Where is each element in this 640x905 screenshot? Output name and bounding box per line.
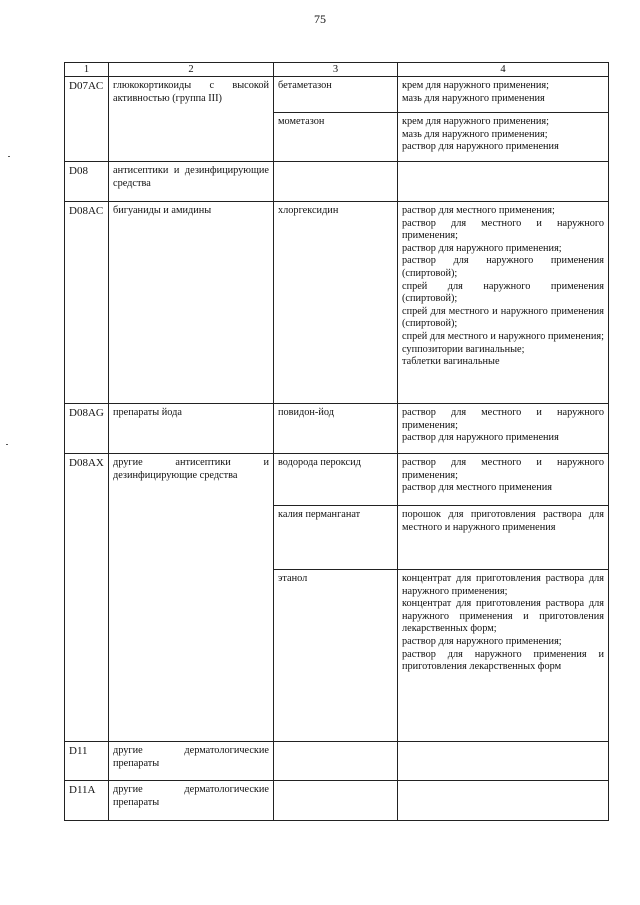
dosage-form: спрей для местного и наружного применения (спиртовой); <box>402 305 604 330</box>
atc-group: другие дерматологические препараты <box>109 781 274 821</box>
dosage-form: раствор для местного и наружного применения; <box>402 217 604 242</box>
dosage-form: раствор для наружного применения; <box>402 635 562 647</box>
column-header-3: 3 <box>274 63 398 77</box>
dosage-form: суппозитории вагинальные; <box>402 343 525 355</box>
atc-code: D08AG <box>65 404 109 454</box>
drug-name: водорода пероксид <box>274 454 398 506</box>
atc-code: D08AX <box>65 454 109 742</box>
dosage-forms <box>398 454 609 506</box>
atc-code: D11 <box>65 742 109 781</box>
dosage-form: мазь для наружного применения <box>402 92 545 104</box>
dosage-form: концентрат для приготовления раствора для наружного применения; <box>402 573 604 597</box>
dosage-form: мазь для наружного применения; <box>402 128 548 140</box>
dosage-forms <box>398 506 609 570</box>
dosage-forms <box>398 162 609 202</box>
medicines-table <box>64 62 609 821</box>
dosage-form: концентрат для приготовления раствора для наружного применения и приготовления лекарственных форм; <box>402 598 604 635</box>
drug-name <box>274 162 398 202</box>
table-row <box>65 162 609 202</box>
page-number: 75 <box>314 12 326 26</box>
atc-group: препараты йода <box>109 404 274 454</box>
column-header-2: 2 <box>109 63 274 77</box>
dosage-form: раствор для наружного применения (спиртовой); <box>402 255 604 279</box>
table-row <box>65 202 609 404</box>
dosage-form: раствор для наружного применения и приготовления лекарственных форм <box>402 648 604 673</box>
drug-name: этанол <box>274 570 398 742</box>
dosage-forms <box>398 781 609 821</box>
column-header-4: 4 <box>398 63 609 77</box>
dosage-forms <box>398 404 609 454</box>
drug-name <box>274 781 398 821</box>
table-row <box>65 454 609 506</box>
dosage-form: раствор для местного и наружного применения; <box>402 457 604 481</box>
dosage-form: раствор для местного и наружного применения; <box>402 407 604 431</box>
dosage-form: таблетки вагинальные <box>402 356 500 368</box>
dosage-form: спрей для местного и наружного применения; <box>402 330 604 342</box>
dosage-form: раствор для местного применения <box>402 482 552 494</box>
table-row <box>65 781 609 821</box>
dosage-forms <box>398 202 609 404</box>
atc-code: D11A <box>65 781 109 821</box>
dosage-forms <box>398 77 609 113</box>
dosage-forms <box>398 570 609 742</box>
scan-mark <box>8 156 10 157</box>
dosage-form: порошок для приготовления раствора для местного и наружного применения <box>402 509 604 533</box>
scan-mark <box>6 444 8 445</box>
drug-name: хлоргексидин <box>274 202 398 404</box>
drug-name: мометазон <box>274 113 398 162</box>
atc-group: другие антисептики и дезинфицирующие средства <box>109 454 274 742</box>
dosage-forms <box>398 742 609 781</box>
dosage-form: крем для наружного применения; <box>402 116 550 127</box>
dosage-form: спрей для наружного применения (спиртовой); <box>402 280 604 305</box>
table-row <box>65 742 609 781</box>
dosage-form: раствор для местного применения; <box>402 205 555 216</box>
atc-group: антисептики и дезинфицирующие средства <box>109 162 274 202</box>
table-header-row <box>65 63 609 77</box>
atc-code: D07AC <box>65 77 109 162</box>
drug-name <box>274 742 398 781</box>
dosage-form: раствор для наружного применения <box>402 141 559 153</box>
atc-group: глюкокортикоиды с высокой активностью (группа III) <box>109 77 274 162</box>
table-row <box>65 404 609 454</box>
table-row <box>65 77 609 113</box>
drug-name: бетаметазон <box>274 77 398 113</box>
dosage-form: крем для наружного применения; <box>402 80 550 91</box>
atc-group: бигуаниды и амидины <box>109 202 274 404</box>
drug-name: повидон-йод <box>274 404 398 454</box>
atc-code: D08AC <box>65 202 109 404</box>
column-header-1: 1 <box>65 63 109 77</box>
dosage-form: раствор для наружного применения; <box>402 242 562 254</box>
dosage-form: раствор для наружного применения <box>402 432 559 444</box>
atc-code: D08 <box>65 162 109 202</box>
atc-group: другие дерматологические препараты <box>109 742 274 781</box>
dosage-forms <box>398 113 609 162</box>
drug-name: калия перманганат <box>274 506 398 570</box>
